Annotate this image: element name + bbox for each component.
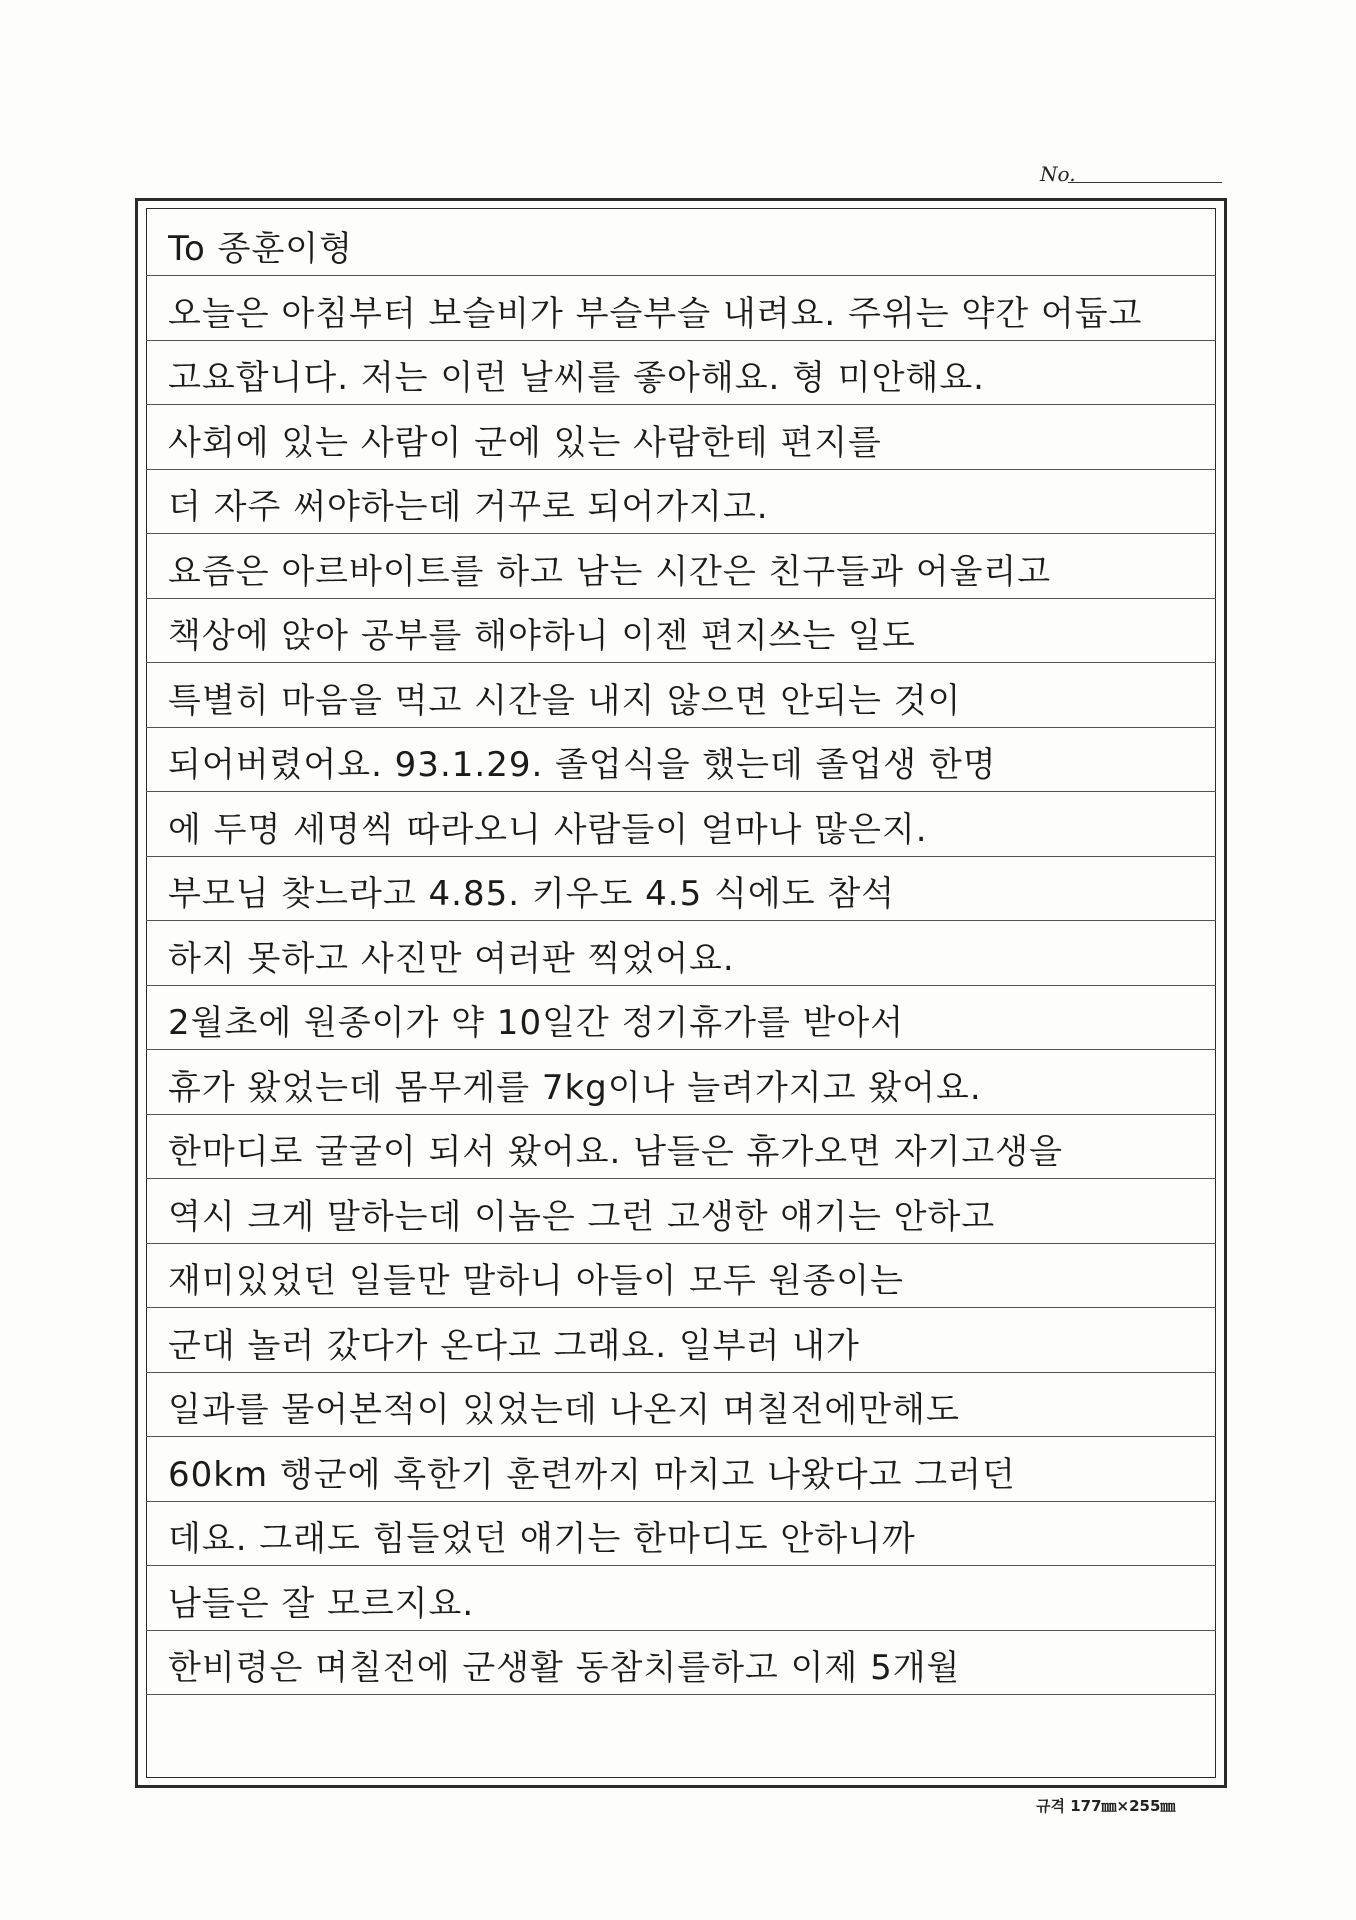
ruled-line <box>146 533 1216 534</box>
letter-line: 부모님 찾느라고 4.85. 키우도 4.5 식에도 참석 <box>168 874 896 914</box>
letter-line: 한마디로 굴굴이 되서 왔어요. 남들은 휴가오면 자기고생을 <box>168 1132 1063 1172</box>
ruled-line <box>146 1436 1216 1437</box>
letter-line: 하지 못하고 사진만 여러판 찍었어요. <box>168 938 735 979</box>
letter-line: 요즘은 아르바이트를 하고 남는 시간은 친구들과 어울리고 <box>168 551 1052 592</box>
ruled-line <box>146 1114 1216 1115</box>
ruled-line <box>146 856 1216 857</box>
letter-line: 휴가 왔었는데 몸무게를 7kg이나 늘려가지고 왔어요. <box>168 1067 982 1108</box>
ruled-line <box>146 1178 1216 1179</box>
ruled-line <box>146 1049 1216 1050</box>
letter-line: 특별히 마음을 먹고 시간을 내지 않으면 안되는 것이 <box>168 680 962 721</box>
paper-spec-label: 규격 177㎜×255㎜ <box>1036 1797 1176 1815</box>
letter-line: 일과를 물어본적이 있었는데 나온지 며칠전에만해도 <box>168 1390 960 1430</box>
ruled-line <box>146 727 1216 728</box>
letter-line: 역시 크게 말하는데 이놈은 그런 고생한 얘기는 안하고 <box>168 1196 996 1237</box>
letter-line: 더 자주 써야하는데 거꾸로 되어가지고. <box>168 487 769 527</box>
letter-line: 사회에 있는 사람이 군에 있는 사람한테 편지를 <box>168 422 882 463</box>
ruled-line <box>146 1694 1216 1695</box>
ruled-line <box>146 469 1216 470</box>
letter-line: 군대 놀러 갔다가 온다고 그래요. 일부러 내가 <box>168 1325 860 1366</box>
ruled-line <box>146 662 1216 663</box>
ruled-line <box>146 340 1216 341</box>
ruled-line <box>146 985 1216 986</box>
ruled-line <box>146 1501 1216 1502</box>
letter-line: 고요합니다. 저는 이런 날씨를 좋아해요. 형 미안해요. <box>168 358 985 398</box>
ruled-line <box>146 1630 1216 1631</box>
ruled-line <box>146 920 1216 921</box>
ruled-line <box>146 1565 1216 1566</box>
letter-line: To 종훈이형 <box>168 229 353 269</box>
ruled-line <box>146 1307 1216 1308</box>
letter-line: 책상에 앉아 공부를 해야하니 이젠 편지쓰는 일도 <box>168 616 916 656</box>
letter-line: 남들은 잘 모르지요. <box>168 1583 475 1624</box>
ruled-line <box>146 1372 1216 1373</box>
ruled-line <box>146 598 1216 599</box>
ruled-line <box>146 1243 1216 1244</box>
ruled-line <box>146 404 1216 405</box>
ruled-line <box>146 791 1216 792</box>
page-number-label: No. <box>1040 162 1076 186</box>
letter-line: 60km 행군에 혹한기 훈련까지 마치고 나왔다고 그러던 <box>168 1454 1016 1495</box>
letter-line: 되어버렸어요. 93.1.29. 졸업식을 했는데 졸업생 한명 <box>168 745 997 785</box>
letter-line: 데요. 그래도 힘들었던 얘기는 한마디도 안하니까 <box>168 1519 916 1559</box>
letter-line: 오늘은 아침부터 보슬비가 부슬부슬 내려요. 주위는 약간 어둡고 <box>168 293 1143 334</box>
letter-line: 에 두명 세명씩 따라오니 사람들이 얼마나 많은지. <box>168 809 928 850</box>
letter-line: 2월초에 원종이가 약 10일간 정기휴가를 받아서 <box>168 1003 905 1043</box>
letter-line: 한비령은 며칠전에 군생활 동참치를하고 이제 5개월 <box>168 1648 961 1688</box>
letter-line: 재미있었던 일들만 말하니 아들이 모두 원종이는 <box>168 1261 904 1301</box>
page-number-blank <box>1068 182 1222 183</box>
ruled-line <box>146 275 1216 276</box>
